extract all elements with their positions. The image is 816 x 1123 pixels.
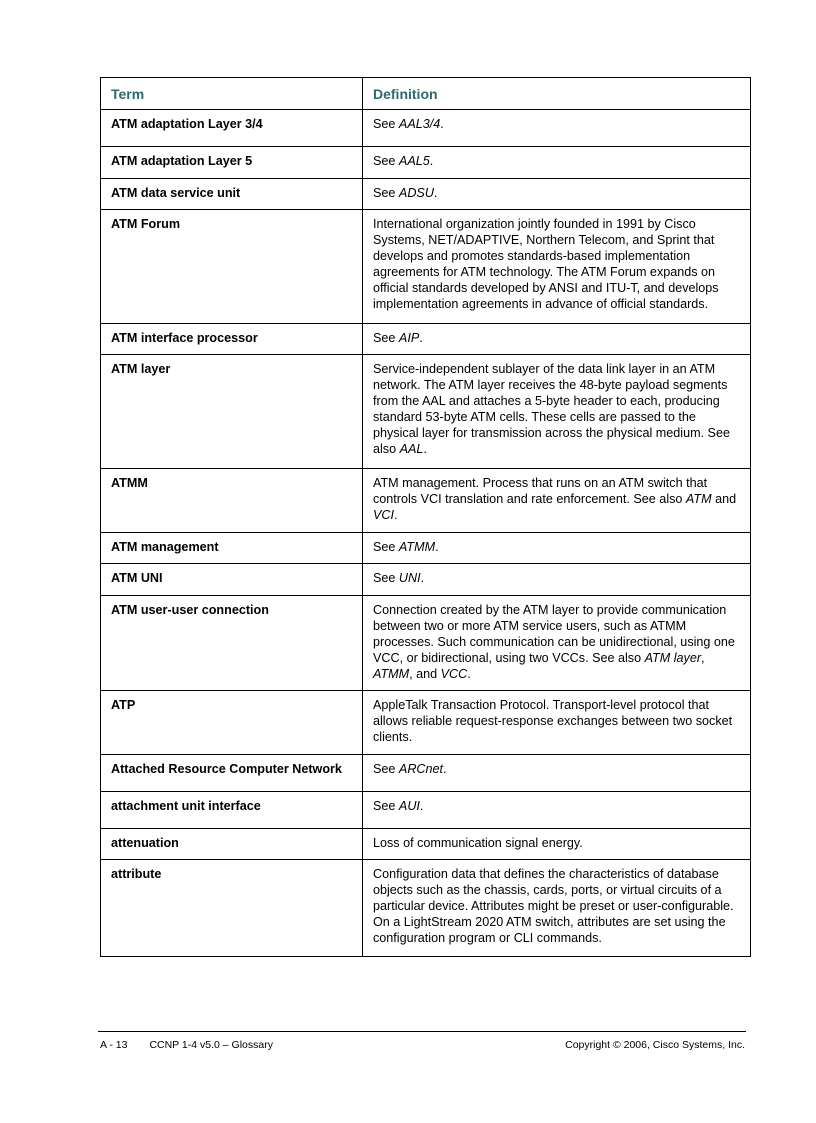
header-definition: Definition [363, 78, 751, 110]
table-header-row [101, 78, 751, 110]
table-row [101, 829, 751, 860]
definition-text: . [443, 762, 447, 776]
term-cell: ATM interface processor [101, 324, 363, 355]
term-cell: attribute [101, 860, 363, 957]
glossary-table [100, 77, 751, 957]
definition-text: . [433, 186, 438, 200]
definition-text: , and [409, 667, 441, 681]
definition-cell [363, 860, 751, 957]
table-row [101, 110, 751, 147]
term-cell: ATM UNI [101, 564, 363, 596]
cross-reference: ARCnet [398, 762, 444, 776]
table-row [101, 179, 751, 210]
cross-reference: ATM [685, 492, 712, 506]
definition-text: See [373, 571, 399, 585]
term-cell: ATM adaptation Layer 5 [101, 147, 363, 179]
table-row [101, 564, 751, 596]
definition-text: and [711, 492, 737, 506]
definition-text: See [373, 117, 399, 131]
term-cell: ATM data service unit [101, 179, 363, 210]
definition-cell [363, 355, 751, 469]
table-row [101, 792, 751, 829]
table-row [101, 355, 751, 469]
cross-reference: VCC [440, 667, 468, 681]
definition-cell [363, 755, 751, 792]
definition-text: Connection created by the ATM layer to provide communication between two or more ATM service users, such as ATMM processes. Such communication can be unidirectional, using one VCC, or bidirectional, using two VCCs. See also [373, 603, 735, 665]
definition-text: . [435, 540, 439, 554]
cross-reference: UNI [398, 571, 421, 585]
table-row [101, 596, 751, 691]
definition-text: Loss of communication signal energy. [373, 836, 583, 850]
cross-reference: AIP [398, 331, 420, 345]
table-row [101, 210, 751, 324]
header-term: Term [101, 78, 363, 110]
definition-cell [363, 324, 751, 355]
cross-reference: ADSU [398, 186, 434, 200]
definition-text: . [419, 799, 424, 813]
definition-text: See [373, 154, 399, 168]
definition-cell [363, 210, 751, 324]
cross-reference: AUI [398, 799, 420, 813]
definition-text: . [429, 154, 434, 168]
definition-text: . [467, 667, 471, 681]
definition-text: See [373, 540, 399, 554]
cross-reference: VCI [373, 508, 394, 522]
definition-text: See [373, 762, 399, 776]
definition-cell [363, 533, 751, 564]
page-number: A - 13 [100, 1039, 128, 1051]
cross-reference: AAL5 [398, 154, 430, 168]
term-cell: ATM layer [101, 355, 363, 469]
definition-text: . [420, 571, 425, 585]
definition-text: See [373, 186, 399, 200]
copyright: Copyright © 2006, Cisco Systems, Inc. [565, 1039, 745, 1051]
definition-text: Service-independent sublayer of the data link layer in an ATM network. The ATM layer receives the 48-byte payload segments from the AAL and attaches a 5-byte header to each, producing standard 53-byte ATM cells. These cells are passed to the physical layer for transmission across the physical medium. See also [373, 362, 730, 456]
definition-text: International organization jointly founded in 1991 by Cisco Systems, NET/ADAPTIVE, Northern Telecom, and Sprint that develops and promotes standards-based implementation agreements for ATM technology. The ATM Forum expands on official standards developed by ANSI and ITU-T, and develops implementation agreements in advance of official standards. [373, 217, 719, 311]
definition-text: , [701, 651, 705, 665]
definition-text: . [394, 508, 398, 522]
cross-reference: AAL [399, 442, 424, 456]
table-row [101, 860, 751, 957]
definition-text: See [373, 799, 399, 813]
table-row [101, 691, 751, 755]
definition-text: . [419, 331, 423, 345]
definition-cell [363, 792, 751, 829]
definition-cell [363, 110, 751, 147]
definition-text: AppleTalk Transaction Protocol. Transport-level protocol that allows reliable request-response exchanges between two socket clients. [373, 698, 733, 744]
cross-reference: ATM layer [644, 651, 702, 665]
term-cell: attachment unit interface [101, 792, 363, 829]
definition-cell [363, 469, 751, 533]
cross-reference: ATMM [398, 540, 436, 554]
definition-cell [363, 691, 751, 755]
term-cell: ATM adaptation Layer 3/4 [101, 110, 363, 147]
glossary-rows [101, 110, 751, 957]
term-cell: ATM management [101, 533, 363, 564]
table-row [101, 533, 751, 564]
term-cell: ATP [101, 691, 363, 755]
footer-left [100, 1039, 273, 1051]
definition-cell [363, 829, 751, 860]
definition-cell [363, 147, 751, 179]
term-cell: ATM user-user connection [101, 596, 363, 691]
definition-cell [363, 179, 751, 210]
table-row [101, 324, 751, 355]
term-cell: ATM Forum [101, 210, 363, 324]
footer-divider [98, 1031, 746, 1032]
definition-text: Configuration data that defines the characteristics of database objects such as the chassis, cards, ports, or virtual circuits of a particular device. Attributes might be preset or user-configurable. On a LightStream 2020 ATM switch, attributes are set using the configuration program or CLI commands. [373, 867, 734, 945]
definition-text: See [373, 331, 399, 345]
table-row [101, 469, 751, 533]
term-cell: Attached Resource Computer Network [101, 755, 363, 792]
definition-cell [363, 564, 751, 596]
definition-text: ATM management. Process that runs on an ATM switch that controls VCI translation and rate enforcement. See also [373, 476, 708, 506]
term-cell: ATMM [101, 469, 363, 533]
definition-text: . [440, 117, 444, 131]
cross-reference: AAL3/4 [398, 117, 441, 131]
term-cell: attenuation [101, 829, 363, 860]
document-title: CCNP 1-4 v5.0 – Glossary [149, 1039, 273, 1051]
definition-text: . [423, 442, 427, 456]
cross-reference: ATMM [373, 667, 410, 681]
definition-cell [363, 596, 751, 691]
table-row [101, 147, 751, 179]
table-row [101, 755, 751, 792]
